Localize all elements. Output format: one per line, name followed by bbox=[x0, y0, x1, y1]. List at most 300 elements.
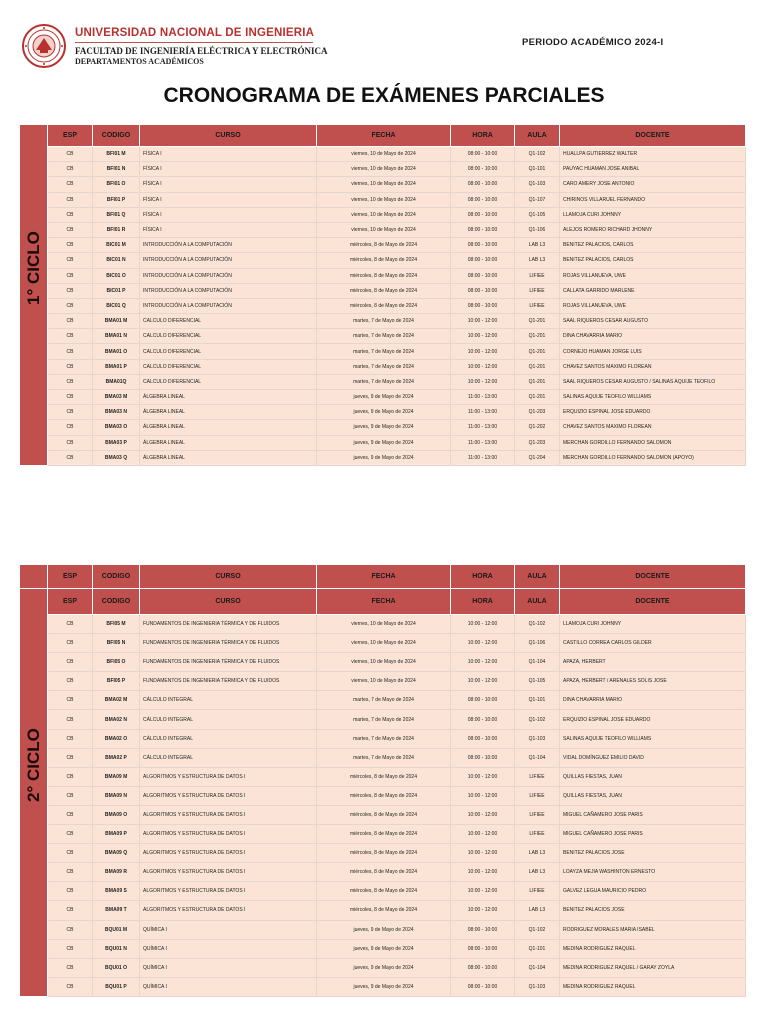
fecha-cell: jueves, 9 de Mayo de 2024 bbox=[317, 939, 451, 958]
aula-cell: LAB L3 bbox=[515, 253, 560, 268]
docente-cell: LLAMOJA CURI JOHNNY bbox=[560, 615, 746, 634]
fecha-cell: miércoles, 8 de Mayo de 2024 bbox=[317, 298, 451, 313]
curso-cell: QUÍMICA I bbox=[140, 939, 317, 958]
hora-cell: 08:00 - 10:00 bbox=[451, 748, 515, 767]
fecha-cell: viernes, 10 de Mayo de 2024 bbox=[317, 653, 451, 672]
aula-cell: Q1-103 bbox=[515, 729, 560, 748]
codigo-cell: BMA02 P bbox=[93, 748, 140, 767]
hora-cell: 08:00 - 10:00 bbox=[451, 729, 515, 748]
hora-header: HORA bbox=[451, 589, 515, 615]
fecha-header: FECHA bbox=[317, 565, 451, 589]
aula-cell: Q1-101 bbox=[515, 691, 560, 710]
table-row bbox=[20, 207, 746, 222]
hora-cell: 10:00 - 12:00 bbox=[451, 329, 515, 344]
curso-cell: FUNDAMENTOS DE INGENIERIA TÉRMICA Y DE FLUIDOS bbox=[140, 672, 317, 691]
fecha-cell: viernes, 10 de Mayo de 2024 bbox=[317, 177, 451, 192]
curso-cell: CALCULO DIFERENCIAL bbox=[140, 374, 317, 389]
codigo-cell: BMA01 O bbox=[93, 344, 140, 359]
fecha-cell: martes, 7 de Mayo de 2024 bbox=[317, 344, 451, 359]
aula-cell: LIFIEE bbox=[515, 767, 560, 786]
esp-cell: CB bbox=[48, 390, 93, 405]
docente-cell: BENITEZ PALACIOS, CARLOS bbox=[560, 253, 746, 268]
table-row bbox=[20, 920, 746, 939]
aula-cell: LAB L3 bbox=[515, 844, 560, 863]
docente-cell: ALEJOS ROMERO RICHARD JHONNY bbox=[560, 222, 746, 237]
table-row bbox=[20, 977, 746, 996]
docente-cell: PAUYAC HUAMAN JOSE ANIBAL bbox=[560, 162, 746, 177]
esp-cell: CB bbox=[48, 253, 93, 268]
curso-cell: INTRODUCCIÓN A LA COMPUTACIÓN bbox=[140, 298, 317, 313]
docente-header: DOCENTE bbox=[560, 565, 746, 589]
aula-cell: Q1-103 bbox=[515, 977, 560, 996]
curso-cell: ALGORITMOS Y ESTRUCTURA DE DATOS I bbox=[140, 825, 317, 844]
aula-cell: Q1-201 bbox=[515, 344, 560, 359]
esp-cell: CB bbox=[48, 314, 93, 329]
codigo-cell: BMA03 P bbox=[93, 435, 140, 450]
docente-cell: QUILLAS FIESTAS, JUAN bbox=[560, 786, 746, 805]
hora-cell: 08:00 - 10:00 bbox=[451, 939, 515, 958]
aula-cell: Q1-203 bbox=[515, 435, 560, 450]
hora-cell: 08:00 - 10:00 bbox=[451, 268, 515, 283]
aula-cell: Q1-104 bbox=[515, 958, 560, 977]
curso-cell: ALGORITMOS Y ESTRUCTURA DE DATOS I bbox=[140, 844, 317, 863]
hora-cell: 10:00 - 12:00 bbox=[451, 901, 515, 920]
docente-cell: ROJAS VILLANUEVA, UWE bbox=[560, 268, 746, 283]
docente-cell: SAAL RIQUEROS CESAR AUGUSTO / SALINAS AQUIJE TEOFILO bbox=[560, 374, 746, 389]
curso-cell: INTRODUCCIÓN A LA COMPUTACIÓN bbox=[140, 253, 317, 268]
cycle-label: 1° CICLO bbox=[23, 231, 43, 305]
docente-cell: MERCHAN GORDILLO FERNANDO SALOMON bbox=[560, 435, 746, 450]
esp-cell: CB bbox=[48, 283, 93, 298]
esp-cell: CB bbox=[48, 977, 93, 996]
codigo-cell: BFI05 M bbox=[93, 615, 140, 634]
table-row bbox=[20, 238, 746, 253]
table-row bbox=[20, 359, 746, 374]
aula-cell: Q1-102 bbox=[515, 615, 560, 634]
esp-cell: CB bbox=[48, 450, 93, 465]
aula-cell: Q1-102 bbox=[515, 920, 560, 939]
fecha-cell: martes, 7 de Mayo de 2024 bbox=[317, 329, 451, 344]
document-header bbox=[0, 0, 768, 80]
aula-cell: Q1-105 bbox=[515, 207, 560, 222]
table-row bbox=[20, 298, 746, 313]
fecha-cell: viernes, 10 de Mayo de 2024 bbox=[317, 192, 451, 207]
codigo-cell: BMA02 M bbox=[93, 691, 140, 710]
fecha-cell: viernes, 10 de Mayo de 2024 bbox=[317, 615, 451, 634]
header-row-top bbox=[20, 565, 746, 589]
hora-cell: 10:00 - 12:00 bbox=[451, 314, 515, 329]
fecha-cell: martes, 7 de Mayo de 2024 bbox=[317, 710, 451, 729]
fecha-cell: miércoles, 8 de Mayo de 2024 bbox=[317, 283, 451, 298]
table-row bbox=[20, 615, 746, 634]
aula-cell: LIFIEE bbox=[515, 882, 560, 901]
table-row bbox=[20, 435, 746, 450]
curso-cell: ALGORITMOS Y ESTRUCTURA DE DATOS I bbox=[140, 863, 317, 882]
cycle2-table bbox=[19, 564, 746, 997]
aula-cell: Q1-202 bbox=[515, 420, 560, 435]
hora-cell: 10:00 - 12:00 bbox=[451, 653, 515, 672]
curso-cell: CALCULO DIFERENCIAL bbox=[140, 344, 317, 359]
table-row bbox=[20, 420, 746, 435]
curso-header: CURSO bbox=[140, 589, 317, 615]
fecha-cell: viernes, 10 de Mayo de 2024 bbox=[317, 207, 451, 222]
curso-cell: QUÍMICA I bbox=[140, 958, 317, 977]
esp-cell: CB bbox=[48, 958, 93, 977]
codigo-cell: BMA09 R bbox=[93, 863, 140, 882]
table-row bbox=[20, 767, 746, 786]
table-row bbox=[20, 374, 746, 389]
fecha-cell: viernes, 10 de Mayo de 2024 bbox=[317, 222, 451, 237]
curso-cell: ALGORITMOS Y ESTRUCTURA DE DATOS I bbox=[140, 901, 317, 920]
hora-cell: 10:00 - 12:00 bbox=[451, 344, 515, 359]
table-row bbox=[20, 672, 746, 691]
fecha-cell: jueves, 9 de Mayo de 2024 bbox=[317, 420, 451, 435]
aula-cell: Q1-104 bbox=[515, 653, 560, 672]
hora-cell: 10:00 - 12:00 bbox=[451, 767, 515, 786]
docente-cell: ROJAS VILLANUEVA, UWE bbox=[560, 298, 746, 313]
table-row bbox=[20, 653, 746, 672]
aula-cell: LIFIEE bbox=[515, 825, 560, 844]
fecha-cell: jueves, 9 de Mayo de 2024 bbox=[317, 405, 451, 420]
hora-cell: 08:00 - 10:00 bbox=[451, 958, 515, 977]
fecha-cell: jueves, 9 de Mayo de 2024 bbox=[317, 450, 451, 465]
table-row bbox=[20, 253, 746, 268]
table-row bbox=[20, 805, 746, 824]
esp-cell: CB bbox=[48, 805, 93, 824]
fecha-cell: miércoles, 8 de Mayo de 2024 bbox=[317, 767, 451, 786]
table-row bbox=[20, 825, 746, 844]
fecha-cell: miércoles, 8 de Mayo de 2024 bbox=[317, 805, 451, 824]
docente-cell: MIGUEL CAÑAMERO JOSE PARIS bbox=[560, 805, 746, 824]
hora-cell: 08:00 - 10:00 bbox=[451, 691, 515, 710]
docente-cell: GALVEZ LEGUA MAURICIO PEDRO bbox=[560, 882, 746, 901]
docente-cell: RODRIGUEZ MORALES MARIA ISABEL bbox=[560, 920, 746, 939]
aula-cell: Q1-204 bbox=[515, 450, 560, 465]
docente-cell: SALINAS AQUIJE TEOFILO WILLIAMS bbox=[560, 729, 746, 748]
fecha-cell: martes, 7 de Mayo de 2024 bbox=[317, 691, 451, 710]
academic-period: PERIODO ACADÉMICO 2024-I bbox=[522, 37, 664, 48]
hora-cell: 10:00 - 12:00 bbox=[451, 672, 515, 691]
esp-cell: CB bbox=[48, 420, 93, 435]
table-row bbox=[20, 329, 746, 344]
docente-cell: CASTILLO CORREA CARLOS GILDER bbox=[560, 634, 746, 653]
hora-cell: 08:00 - 10:00 bbox=[451, 920, 515, 939]
fecha-cell: martes, 7 de Mayo de 2024 bbox=[317, 359, 451, 374]
esp-cell: CB bbox=[48, 729, 93, 748]
curso-cell: FUNDAMENTOS DE INGENIERIA TÉRMICA Y DE FLUIDOS bbox=[140, 615, 317, 634]
esp-cell: CB bbox=[48, 329, 93, 344]
hora-cell: 10:00 - 12:00 bbox=[451, 359, 515, 374]
codigo-cell: BFI05 P bbox=[93, 672, 140, 691]
esp-cell: CB bbox=[48, 939, 93, 958]
docente-cell: SAAL RIQUEROS CESAR AUGUSTO bbox=[560, 314, 746, 329]
hora-cell: 10:00 - 12:00 bbox=[451, 844, 515, 863]
codigo-cell: BIC01 P bbox=[93, 283, 140, 298]
cycle1-table bbox=[19, 124, 746, 466]
table-row bbox=[20, 939, 746, 958]
curso-cell: CÁLCULO INTEGRAL bbox=[140, 710, 317, 729]
hora-cell: 10:00 - 12:00 bbox=[451, 863, 515, 882]
table-row bbox=[20, 283, 746, 298]
codigo-cell: BFI01 R bbox=[93, 222, 140, 237]
codigo-cell: BIC01 N bbox=[93, 253, 140, 268]
esp-cell: CB bbox=[48, 882, 93, 901]
hora-header: HORA bbox=[451, 565, 515, 589]
aula-cell: Q1-101 bbox=[515, 162, 560, 177]
cycle1-side-label bbox=[20, 125, 48, 466]
aula-cell: Q1-201 bbox=[515, 390, 560, 405]
page-title: CRONOGRAMA DE EXÁMENES PARCIALES bbox=[163, 84, 605, 107]
docente-header: DOCENTE bbox=[560, 125, 746, 147]
esp-cell: CB bbox=[48, 672, 93, 691]
curso-header: CURSO bbox=[140, 565, 317, 589]
curso-cell: ÁLGEBRA LINEAL bbox=[140, 390, 317, 405]
cycle2-side-label bbox=[20, 589, 48, 997]
fecha-cell: miércoles, 8 de Mayo de 2024 bbox=[317, 844, 451, 863]
aula-cell: Q1-103 bbox=[515, 177, 560, 192]
esp-cell: CB bbox=[48, 786, 93, 805]
faculty-name: FACULTAD DE INGENIERÍA ELÉCTRICA Y ELECTRÓNICA bbox=[75, 46, 328, 56]
curso-cell: ÁLGEBRA LINEAL bbox=[140, 450, 317, 465]
aula-cell: Q1-106 bbox=[515, 222, 560, 237]
aula-cell: Q1-102 bbox=[515, 147, 560, 162]
docente-cell: LLAMOJA CURI JOHNNY bbox=[560, 207, 746, 222]
fecha-cell: miércoles, 8 de Mayo de 2024 bbox=[317, 863, 451, 882]
hora-cell: 08:00 - 10:00 bbox=[451, 298, 515, 313]
curso-cell: FÍSICA I bbox=[140, 222, 317, 237]
curso-cell: CALCULO DIFERENCIAL bbox=[140, 314, 317, 329]
codigo-cell: BQU01 M bbox=[93, 920, 140, 939]
docente-cell: MIGUEL CAÑAMERO JOSE PARIS bbox=[560, 825, 746, 844]
table-row bbox=[20, 901, 746, 920]
esp-cell: CB bbox=[48, 207, 93, 222]
codigo-cell: BFI01 N bbox=[93, 162, 140, 177]
esp-cell: CB bbox=[48, 748, 93, 767]
codigo-cell: BMA09 P bbox=[93, 825, 140, 844]
codigo-cell: BMA01Q bbox=[93, 374, 140, 389]
curso-cell: CALCULO DIFERENCIAL bbox=[140, 359, 317, 374]
docente-cell: APAZA, HERBERT bbox=[560, 653, 746, 672]
esp-cell: CB bbox=[48, 298, 93, 313]
docente-cell: SALINAS AQUIJE TEOFILO WILLIAMS bbox=[560, 390, 746, 405]
hora-cell: 08:00 - 10:00 bbox=[451, 710, 515, 729]
hora-cell: 11:00 - 13:00 bbox=[451, 405, 515, 420]
esp-header: ESP bbox=[48, 565, 93, 589]
codigo-cell: BMA09 O bbox=[93, 805, 140, 824]
table-row bbox=[20, 192, 746, 207]
esp-cell: CB bbox=[48, 359, 93, 374]
docente-cell: HUALLPA GUTIERREZ WALTER bbox=[560, 147, 746, 162]
cycle-label-wrap bbox=[20, 728, 47, 803]
fecha-cell: miércoles, 8 de Mayo de 2024 bbox=[317, 253, 451, 268]
cycle-label: 2° CICLO bbox=[23, 728, 43, 803]
fecha-cell: miércoles, 8 de Mayo de 2024 bbox=[317, 901, 451, 920]
hora-header: HORA bbox=[451, 125, 515, 147]
esp-cell: CB bbox=[48, 162, 93, 177]
table-row bbox=[20, 147, 746, 162]
codigo-cell: BFI01 Q bbox=[93, 207, 140, 222]
curso-cell: QUÍMICA I bbox=[140, 920, 317, 939]
hora-cell: 10:00 - 12:00 bbox=[451, 615, 515, 634]
hora-cell: 08:00 - 10:00 bbox=[451, 207, 515, 222]
aula-header: AULA bbox=[515, 589, 560, 615]
table-row bbox=[20, 314, 746, 329]
codigo-header: CODIGO bbox=[93, 565, 140, 589]
aula-cell: LIFIEE bbox=[515, 298, 560, 313]
codigo-cell: BMA03 N bbox=[93, 405, 140, 420]
docente-cell: MEDINA RODRIGUEZ RAQUEL / GARAY ZOYLA bbox=[560, 958, 746, 977]
fecha-cell: jueves, 9 de Mayo de 2024 bbox=[317, 435, 451, 450]
esp-cell: CB bbox=[48, 920, 93, 939]
fecha-cell: jueves, 9 de Mayo de 2024 bbox=[317, 390, 451, 405]
hora-cell: 08:00 - 10:00 bbox=[451, 977, 515, 996]
codigo-cell: BFI05 N bbox=[93, 634, 140, 653]
side-blank bbox=[20, 565, 48, 589]
aula-cell: LAB L3 bbox=[515, 863, 560, 882]
docente-cell: BENITEZ PALACIOS JOSE bbox=[560, 844, 746, 863]
codigo-cell: BMA09 Q bbox=[93, 844, 140, 863]
codigo-cell: BMA02 O bbox=[93, 729, 140, 748]
esp-cell: CB bbox=[48, 405, 93, 420]
codigo-header: CODIGO bbox=[93, 589, 140, 615]
curso-cell: QUÍMICA I bbox=[140, 977, 317, 996]
docente-cell: MEDINA RODRIGUEZ RAQUEL bbox=[560, 939, 746, 958]
codigo-cell: BQU01 P bbox=[93, 977, 140, 996]
table-row bbox=[20, 748, 746, 767]
codigo-cell: BQU01 N bbox=[93, 939, 140, 958]
table-row bbox=[20, 405, 746, 420]
docente-cell: CHAVEZ SANTOS MAXIMO FLOREAN bbox=[560, 359, 746, 374]
aula-header: AULA bbox=[515, 565, 560, 589]
curso-cell: ALGORITMOS Y ESTRUCTURA DE DATOS I bbox=[140, 805, 317, 824]
header-row bbox=[20, 589, 746, 615]
codigo-cell: BIC01 O bbox=[93, 268, 140, 283]
fecha-cell: martes, 7 de Mayo de 2024 bbox=[317, 314, 451, 329]
fecha-cell: viernes, 10 de Mayo de 2024 bbox=[317, 162, 451, 177]
fecha-cell: miércoles, 8 de Mayo de 2024 bbox=[317, 268, 451, 283]
curso-cell: ALGORITMOS Y ESTRUCTURA DE DATOS I bbox=[140, 767, 317, 786]
hora-cell: 11:00 - 13:00 bbox=[451, 435, 515, 450]
esp-cell: CB bbox=[48, 901, 93, 920]
hora-cell: 10:00 - 12:00 bbox=[451, 825, 515, 844]
hora-cell: 08:00 - 10:00 bbox=[451, 162, 515, 177]
docente-cell: BENITEZ PALACIOS, CARLOS bbox=[560, 238, 746, 253]
esp-header: ESP bbox=[48, 589, 93, 615]
curso-header: CURSO bbox=[140, 125, 317, 147]
curso-cell: ALGORITMOS Y ESTRUCTURA DE DATOS I bbox=[140, 786, 317, 805]
department-name: DEPARTAMENTOS ACADÉMICOS bbox=[75, 57, 204, 66]
curso-cell: FÍSICA I bbox=[140, 162, 317, 177]
aula-cell: Q1-102 bbox=[515, 710, 560, 729]
codigo-cell: BIC01 Q bbox=[93, 298, 140, 313]
table-row bbox=[20, 450, 746, 465]
table-row bbox=[20, 390, 746, 405]
esp-header: ESP bbox=[48, 125, 93, 147]
aula-cell: Q1-201 bbox=[515, 374, 560, 389]
fecha-cell: jueves, 9 de Mayo de 2024 bbox=[317, 920, 451, 939]
esp-cell: CB bbox=[48, 710, 93, 729]
curso-cell: CÁLCULO INTEGRAL bbox=[140, 691, 317, 710]
esp-cell: CB bbox=[48, 691, 93, 710]
aula-cell: LAB L3 bbox=[515, 238, 560, 253]
table-row bbox=[20, 710, 746, 729]
aula-cell: LIFIEE bbox=[515, 268, 560, 283]
curso-cell: FÍSICA I bbox=[140, 177, 317, 192]
esp-cell: CB bbox=[48, 844, 93, 863]
hora-cell: 08:00 - 10:00 bbox=[451, 238, 515, 253]
fecha-cell: miércoles, 8 de Mayo de 2024 bbox=[317, 786, 451, 805]
fecha-cell: miércoles, 8 de Mayo de 2024 bbox=[317, 238, 451, 253]
fecha-cell: viernes, 10 de Mayo de 2024 bbox=[317, 634, 451, 653]
aula-cell: Q1-201 bbox=[515, 329, 560, 344]
esp-cell: CB bbox=[48, 653, 93, 672]
esp-cell: CB bbox=[48, 767, 93, 786]
esp-cell: CB bbox=[48, 222, 93, 237]
curso-cell: CALCULO DIFERENCIAL bbox=[140, 329, 317, 344]
aula-cell: Q1-107 bbox=[515, 192, 560, 207]
docente-cell: MERCHAN GORDILLO FERNANDO SALOMON (APOYO) bbox=[560, 450, 746, 465]
codigo-cell: BMA09 T bbox=[93, 901, 140, 920]
aula-cell: Q1-201 bbox=[515, 314, 560, 329]
aula-cell: Q1-106 bbox=[515, 634, 560, 653]
curso-cell: ÁLGEBRA LINEAL bbox=[140, 420, 317, 435]
codigo-cell: BMA09 M bbox=[93, 767, 140, 786]
hora-cell: 08:00 - 10:00 bbox=[451, 253, 515, 268]
table-row bbox=[20, 634, 746, 653]
curso-cell: INTRODUCCIÓN A LA COMPUTACIÓN bbox=[140, 238, 317, 253]
docente-cell: VIDAL DOMÍNGUEZ EMILIO DAVID bbox=[560, 748, 746, 767]
esp-cell: CB bbox=[48, 374, 93, 389]
fecha-cell: jueves, 9 de Mayo de 2024 bbox=[317, 958, 451, 977]
table-row bbox=[20, 729, 746, 748]
docente-cell: LOAYZA MEJIA WASHINTON ERNESTO bbox=[560, 863, 746, 882]
table-row bbox=[20, 177, 746, 192]
esp-cell: CB bbox=[48, 344, 93, 359]
codigo-cell: BMA03 M bbox=[93, 390, 140, 405]
codigo-cell: BMA02 N bbox=[93, 710, 140, 729]
esp-cell: CB bbox=[48, 634, 93, 653]
docente-cell: MEDINA RODRIGUEZ RAQUEL bbox=[560, 977, 746, 996]
aula-cell: Q1-104 bbox=[515, 748, 560, 767]
table-row bbox=[20, 222, 746, 237]
codigo-cell: BMA01 P bbox=[93, 359, 140, 374]
curso-cell: ÁLGEBRA LINEAL bbox=[140, 435, 317, 450]
curso-cell: INTRODUCCIÓN A LA COMPUTACIÓN bbox=[140, 283, 317, 298]
esp-cell: CB bbox=[48, 435, 93, 450]
university-seal-icon bbox=[22, 24, 66, 68]
codigo-cell: BFI05 O bbox=[93, 653, 140, 672]
cycle-label-wrap bbox=[20, 231, 47, 305]
curso-cell: FUNDAMENTOS DE INGENIERIA TÉRMICA Y DE FLUIDOS bbox=[140, 634, 317, 653]
esp-cell: CB bbox=[48, 268, 93, 283]
aula-cell: Q1-201 bbox=[515, 359, 560, 374]
hora-cell: 08:00 - 10:00 bbox=[451, 192, 515, 207]
curso-cell: FUNDAMENTOS DE INGENIERIA TÉRMICA Y DE FLUIDOS bbox=[140, 653, 317, 672]
hora-cell: 10:00 - 12:00 bbox=[451, 805, 515, 824]
codigo-header: CODIGO bbox=[93, 125, 140, 147]
docente-cell: APAZA, HERBERT / ARENALES SOLIS JOSE bbox=[560, 672, 746, 691]
hora-cell: 10:00 - 12:00 bbox=[451, 786, 515, 805]
hora-cell: 10:00 - 12:00 bbox=[451, 374, 515, 389]
hora-cell: 10:00 - 12:00 bbox=[451, 882, 515, 901]
aula-cell: LAB L3 bbox=[515, 901, 560, 920]
aula-header: AULA bbox=[515, 125, 560, 147]
docente-cell: CORNEJO HUAMAN JORGE LUIS bbox=[560, 344, 746, 359]
esp-cell: CB bbox=[48, 177, 93, 192]
hora-cell: 11:00 - 13:00 bbox=[451, 390, 515, 405]
esp-cell: CB bbox=[48, 238, 93, 253]
docente-cell: CALLATA GARRIDO MARLENE bbox=[560, 283, 746, 298]
